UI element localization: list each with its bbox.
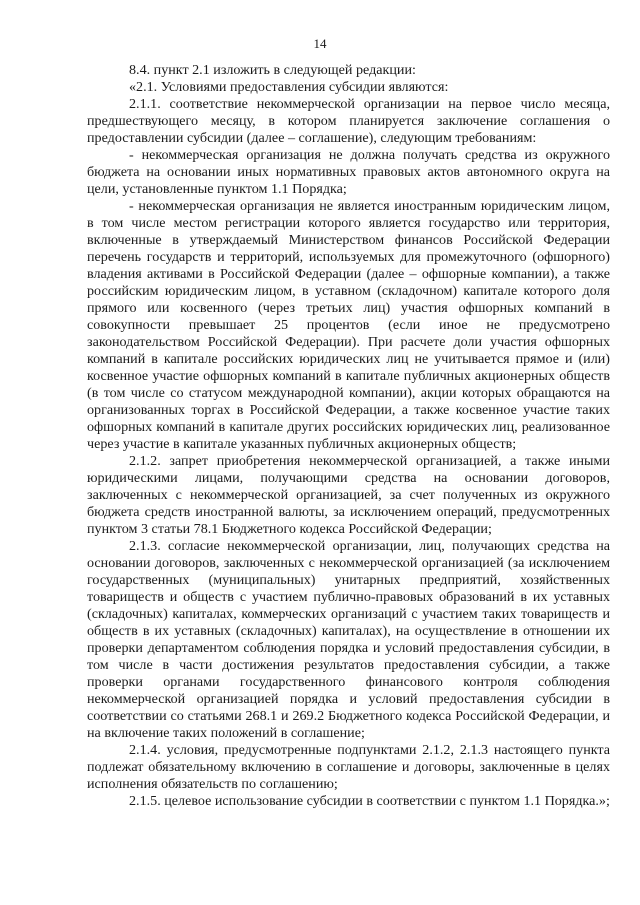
paragraph-2-1-1: 2.1.1. соответствие некоммерческой организации на первое число месяца, предшествующего месяцу, в котором планируется заключение соглашения о предоставлении субсидии (далее – соглашение), следующим требованиям: <box>87 96 610 146</box>
paragraph-2-1: «2.1. Условиями предоставления субсидии являются: <box>129 79 449 95</box>
paragraph-2-1-5: 2.1.5. целевое использование субсидии в соответствии с пунктом 1.1 Порядка.»; <box>129 793 610 809</box>
paragraph-bullet-2: - некоммерческая организация не является иностранным юридическим лицом, в том числе местом регистрации которого является государство или территория, включенные в утверждаемый Министерством финансов Российской Федерации перечень государств и территорий, используемых для промежуточного (офшорного) владения активами в Российской Федерации (далее – офшорные компании), а также российским юридическим лицом, в уставном (складочном) капитале которого доля прямого или косвенного (через третьих лиц) участия офшорных компаний в совокупности превышает 25 процентов (если иное не предусмотрено законодательством Российской Федерации). При расчете доли участия офшорных компаний в капитале российских юридических лиц не учитывается прямое и (или) косвенное участие офшорных компаний в капитале публичных акционерных обществ (в том числе со статусом международной компании), акции которых обращаются на организованных торгах в Российской Федерации, а также косвенное участие таких офшорных компаний в капитале других российских юридических лиц, реализованное через участие в капитале указанных публичных акционерных обществ; <box>87 198 610 452</box>
paragraph-2-1-3: 2.1.3. согласие некоммерческой организации, лиц, получающих средства на основании договоров, заключенных с некоммерческой организацией (за исключением государственных (муниципальных) унитарных предприятий, хозяйственных товариществ и обществ с участием публично-правовых образований в их уставных (складочных) капиталах, коммерческих организаций с участием таких товариществ и обществ в их уставных (складочных) капиталах), на осуществление в отношении их проверки департаментом соблюдения порядка и условий предоставления субсидии, в том числе в части достижения результатов предоставления субсидии, а также проверки органами государственного финансового контроля соблюдения некоммерческой организацией порядка и условий предоставления субсидии в соответствии со статьями 268.1 и 269.2 Бюджетного кодекса Российской Федерации, и на включение таких положений в соглашение; <box>87 538 610 741</box>
paragraph-bullet-1: - некоммерческая организация не должна получать средства из окружного бюджета на основании иных нормативных правовых актов автономного округа на цели, установленные пунктом 1.1 Порядка; <box>87 147 610 197</box>
document-body <box>87 62 610 810</box>
paragraph-2-1-4: 2.1.4. условия, предусмотренные подпунктами 2.1.2, 2.1.3 настоящего пункта подлежат обязательному включению в соглашение и договоры, заключенные в целях исполнения обязательств по соглашению; <box>87 742 610 792</box>
paragraph-8-4: 8.4. пункт 2.1 изложить в следующей редакции: <box>129 62 416 78</box>
paragraph-2-1-2: 2.1.2. запрет приобретения некоммерческой организацией, а также иными юридическими лицами, получающими средства на основании договоров, заключенных с некоммерческой организацией, за счет полученных из окружного бюджета средств иностранной валюты, за исключением операций, предусмотренных пунктом 3 статьи 78.1 Бюджетного кодекса Российской Федерации; <box>87 453 610 537</box>
page-number: 14 <box>313 36 327 51</box>
